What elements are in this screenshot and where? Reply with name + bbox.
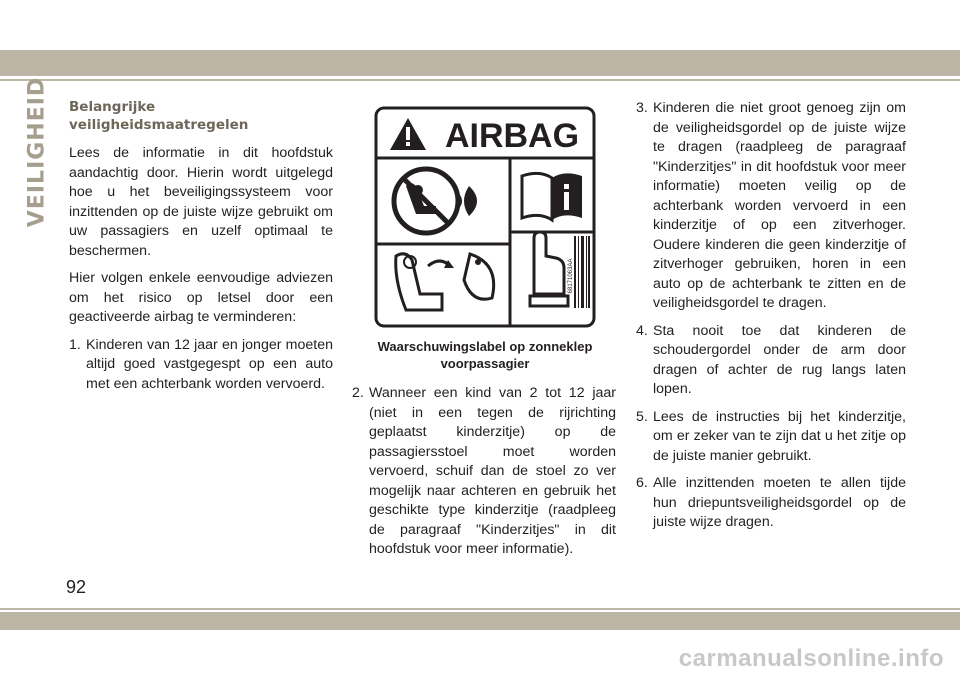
list-item bbox=[636, 99, 906, 314]
airbag-label-illustration bbox=[374, 106, 596, 328]
list-item-number: 1. bbox=[69, 336, 81, 353]
page-number: 92 bbox=[66, 577, 87, 597]
list-item-text: Lees de instructies bij het kinderzitje, om er zeker van te zijn dat u het zitje op de juiste manier gebruikt. bbox=[653, 408, 906, 464]
figure-caption-line2: voorpassagier bbox=[440, 356, 530, 371]
list-item-number: 4. bbox=[636, 322, 648, 339]
footer-divider bbox=[0, 608, 960, 610]
list-item-text: Alle inzittenden moeten te allen tijde hun driepuntsveiligheidsgordel op de juiste wijze dragen. bbox=[653, 475, 906, 530]
column-left bbox=[69, 98, 333, 402]
watermark: carmanualsonline.info bbox=[678, 645, 944, 672]
airbag-label-title: AIRBAG bbox=[444, 117, 580, 155]
list-item-text: Sta nooit toe dat kinderen de schoudergordel onder de arm door dragen of achter de rug langs laten lopen. bbox=[653, 322, 906, 397]
list-item bbox=[636, 322, 906, 400]
barcode-number: 68171063AA bbox=[568, 258, 574, 294]
intro-paragraph-2: Hier volgen enkele eenvoudige adviezen om het risico op letsel door een geactiveerde airbag te verminderen: bbox=[69, 270, 333, 325]
column-right bbox=[636, 99, 906, 541]
airbag-warning-label-figure bbox=[374, 106, 596, 328]
list-item-text: Wanneer een kind van 2 tot 12 jaar (niet in een tegen de rijrichting geplaatst kinderzitje) op de passagiersstoel moet worden vervoerd, schuif dan de stoel zo ver mogelijk naar achteren en gebruik het geschikte type kinderzitje (raadpleeg de paragraaf "Kinderzitjes" in dit hoofdstuk voor meer informatie). bbox=[369, 385, 616, 557]
figure-caption-line1: Waarschuwingslabel op zonneklep bbox=[377, 339, 593, 354]
section-tab bbox=[20, 76, 54, 228]
header-band bbox=[0, 50, 960, 76]
footer-band bbox=[0, 612, 960, 630]
section-heading: Belangrijke veiligheidsmaatregelen bbox=[69, 99, 249, 133]
section-tab-label: VEILIGHEID bbox=[24, 76, 50, 228]
list-item bbox=[636, 474, 906, 533]
list-item-text: Kinderen van 12 jaar en jonger moeten altijd goed vastgegespt op een auto met een achterbank worden vervoerd. bbox=[86, 336, 333, 392]
list-item-number: 3. bbox=[636, 100, 648, 116]
list-item-number: 2. bbox=[352, 385, 364, 401]
list-item bbox=[69, 336, 333, 395]
list-item-text: Kinderen die niet groot genoeg zijn om de veiligheidsgordel op de juiste wijze te dragen (raadpleeg de paragraaf "Kinderzitjes" in dit hoofdstuk voor meer informatie) moeten veilig op de achterbank worden vervoerd in een kinderzitje of op een zitverhoger. Oudere kinderen die geen kinderzitje of zitverhoger gebruiken, horen in een auto op de achterbank te zitten en de veiligheidsgordel te dragen. bbox=[653, 100, 906, 311]
list-item-number: 6. bbox=[636, 475, 648, 491]
intro-paragraph-1: Lees de informatie in dit hoofdstuk aandachtig door. Hierin wordt uitgelegd hoe u het beveiligingssysteem voor inzittenden op de juiste wijze gebruikt om uw passagiers en uzelf optimaal te beschermen. bbox=[69, 145, 333, 259]
list-item bbox=[352, 384, 616, 560]
figure-caption bbox=[360, 338, 610, 372]
list-item bbox=[636, 408, 906, 467]
header-thin-band bbox=[0, 79, 960, 81]
column-middle bbox=[352, 384, 616, 568]
list-item-number: 5. bbox=[636, 408, 648, 425]
